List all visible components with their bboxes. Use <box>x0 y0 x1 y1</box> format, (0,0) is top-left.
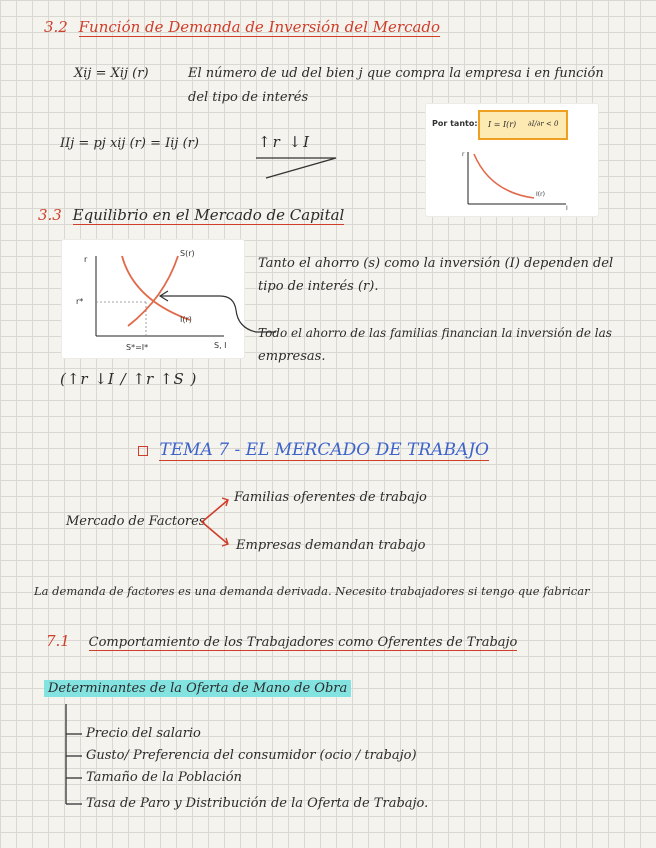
branch-empresas: Empresas demandan trabajo <box>236 538 426 553</box>
axis-r-label: r <box>462 151 465 158</box>
r-star-label: r* <box>76 297 84 306</box>
list-item: Precio del salario <box>86 726 201 741</box>
equation-xij: Xij = Xij (r) <box>74 66 149 81</box>
section-7-1-heading <box>46 632 517 650</box>
determinantes-title: Determinantes de la Oferta de Mano de Obra <box>44 680 351 697</box>
investment-curve-graph <box>426 104 598 216</box>
tema-7-heading <box>138 440 489 460</box>
underline-arrow-icon <box>252 152 342 182</box>
derived-demand-note: La demanda de factores es una demanda derivada. Necesito trabajadores si tengo que fabricar <box>34 584 590 598</box>
list-item: Tasa de Paro y Distribución de la Oferta de Trabajo. <box>86 796 429 811</box>
tema-title: TEMA 7 - EL MERCADO DE TRABAJO <box>159 440 489 460</box>
section-3-2-heading <box>44 18 440 36</box>
demand-curve-label: I(r) <box>180 315 192 324</box>
rate-relations: (↑r ↓I / ↑r ↑S ) <box>60 370 198 388</box>
derivative-text: ∂I/∂r < 0 <box>528 120 559 128</box>
section-3-3-heading <box>38 206 344 224</box>
supply-curve-label: S(r) <box>180 249 195 258</box>
section-title: Comportamiento de los Trabajadores como Oferentes de Trabajo <box>88 635 518 650</box>
section-number: 3.3 <box>38 206 62 224</box>
section-title: Función de Demanda de Inversión del Mercado <box>78 18 441 36</box>
determinantes-heading <box>44 681 351 696</box>
savings-investment-desc-1: Tanto el ahorro (s) como la inversión (I) dependen del <box>258 256 614 271</box>
equation-iij: IIj = pj xij (r) = Iij (r) <box>60 136 199 151</box>
axis-x-label: S, I <box>214 341 227 350</box>
curve-label: I(r) <box>536 191 545 198</box>
savings-investment-desc-2: tipo de interés (r). <box>258 279 379 294</box>
list-item: Gusto/ Preferencia del consumidor (ocio / trabajo) <box>86 748 417 763</box>
investment-function-card <box>426 104 598 216</box>
mercado-factores-label: Mercado de Factores <box>66 514 206 529</box>
section-title: Equilibrio en el Mercado de Capital <box>72 206 345 224</box>
household-savings-note-2: empresas. <box>258 349 326 364</box>
description-line-1: El número de ud del bien j que compra la empresa i en función <box>188 66 604 81</box>
household-savings-note-1: Todo el ahorro de las familias financian la inversión de las <box>258 326 612 340</box>
formula-text: I = I(r) <box>488 120 517 129</box>
axis-x-label: I <box>566 205 568 212</box>
por-tanto-label: Por tanto: <box>432 119 478 128</box>
branch-arrows-icon <box>196 494 236 554</box>
checkbox-icon <box>138 446 148 456</box>
list-item: Tamaño de la Población <box>86 770 242 785</box>
section-number: 7.1 <box>46 632 70 650</box>
section-number: 3.2 <box>44 18 68 36</box>
list-bracket <box>58 704 88 814</box>
axis-r-label: r <box>84 255 88 264</box>
description-line-2: del tipo de interés <box>188 90 309 105</box>
rate-investment-arrows: ↑r ↓I <box>258 133 312 151</box>
equilibrium-label: S*=I* <box>126 343 149 352</box>
branch-familias: Familias oferentes de trabajo <box>234 490 427 505</box>
